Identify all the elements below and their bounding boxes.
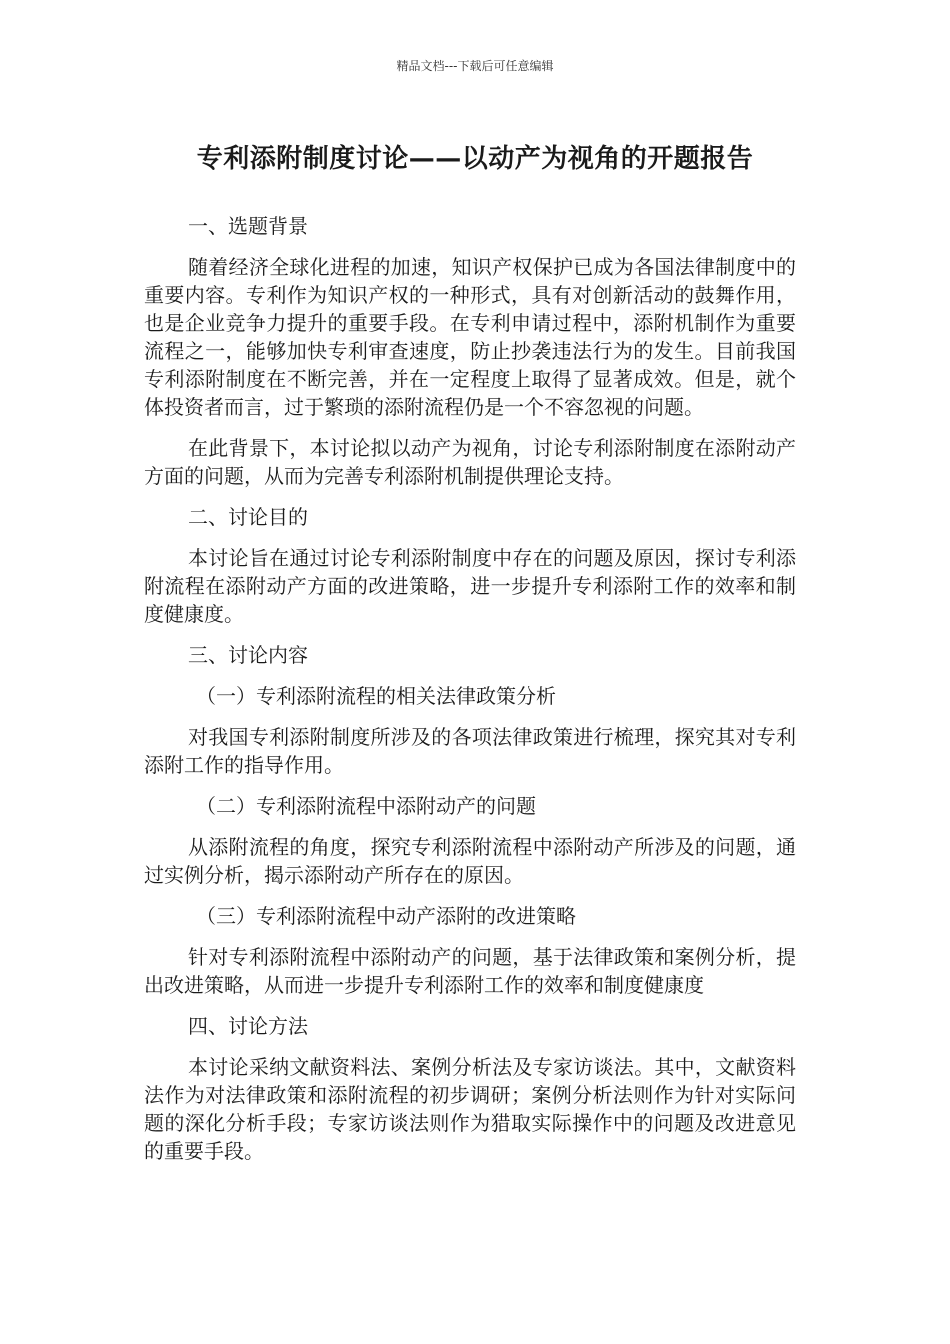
paragraph-policy: 对我国专利添附制度所涉及的各项法律政策进行梳理，探究其对专利添附工作的指导作用。 bbox=[144, 725, 796, 777]
subsection-heading-strategy: （三）专利添附流程中动产添附的改进策略 bbox=[196, 904, 576, 928]
section-heading-purpose: 二、讨论目的 bbox=[188, 505, 308, 529]
subsection-heading-problems: （二）专利添附流程中添附动产的问题 bbox=[196, 794, 536, 818]
subsection-heading-policy: （一）专利添附流程的相关法律政策分析 bbox=[196, 684, 556, 708]
paragraph-purpose: 本讨论旨在通过讨论专利添附制度中存在的问题及原因，探讨专利添附流程在添附动产方面的改进策略，进一步提升专利添附工作的效率和制度健康度。 bbox=[144, 546, 796, 626]
paragraph-strategy: 针对专利添附流程中添附动产的问题，基于法律政策和案例分析，提出改进策略，从而进一步提升专利添附工作的效率和制度健康度 bbox=[144, 945, 796, 997]
section-heading-methods: 四、讨论方法 bbox=[188, 1014, 308, 1038]
paragraph-problems: 从添附流程的角度，探究专利添附流程中添附动产所涉及的问题，通过实例分析，揭示添附动产所存在的原因。 bbox=[144, 835, 796, 887]
document-title: 专利添附制度讨论——以动产为视角的开题报告 bbox=[196, 144, 754, 174]
document-body bbox=[144, 212, 796, 1178]
header-note: 精品文档---下载后可任意编辑 bbox=[396, 59, 554, 73]
paragraph-methods: 本讨论采纳文献资料法、案例分析法及专家访谈法。其中，文献资料法作为对法律政策和添附流程的初步调研；案例分析法则作为针对实际问题的深化分析手段；专家访谈法则作为猎取实际操作中的问题及改进意见的重要手段。 bbox=[144, 1055, 796, 1163]
section-heading-content: 三、讨论内容 bbox=[188, 643, 308, 667]
section-heading-background: 一、选题背景 bbox=[188, 214, 308, 238]
paragraph-background-2: 在此背景下，本讨论拟以动产为视角，讨论专利添附制度在添附动产方面的问题，从而为完善专利添附机制提供理论支持。 bbox=[144, 436, 796, 488]
paragraph-background-1: 随着经济全球化进程的加速，知识产权保护已成为各国法律制度中的重要内容。专利作为知识产权的一种形式，具有对创新活动的鼓舞作用，也是企业竞争力提升的重要手段。在专利申请过程中，添附机制作为重要流程之一，能够加快专利审查速度，防止抄袭违法行为的发生。目前我国专利添附制度在不断完善，并在一定程度上取得了显著成效。但是，就个体投资者而言，过于繁琐的添附流程仍是一个不容忽视的问题。 bbox=[144, 255, 796, 419]
